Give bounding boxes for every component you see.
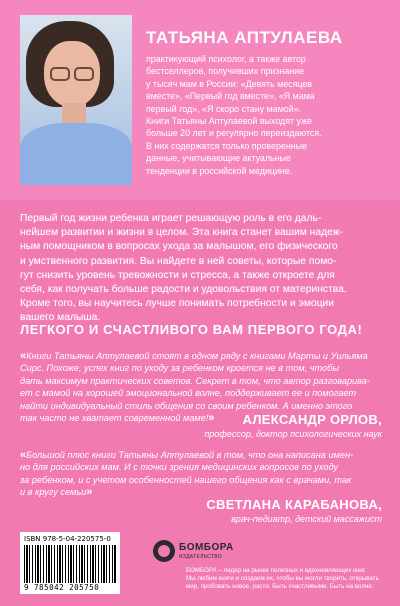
description-line: Кроме того, вы научитесь лучше понимать потребности и эмоции <box>20 298 335 310</box>
author-shirt <box>20 123 132 185</box>
bio-line: вместе», «Первый год вместе», «Я мама <box>146 91 315 102</box>
quote-line: ет с мамой на хорошей эмоциональной волне, поддерживает ее и помогает <box>20 388 357 399</box>
description-line: ным помощником в вопросах ухода за малышом, его физического <box>20 241 338 253</box>
quote-line: дать максимум практических советов. Секрет в том, что автор разговарива- <box>20 375 370 386</box>
publisher-subtitle: ИЗДАТЕЛЬСТВО <box>179 554 222 560</box>
quote-line: за ребенком, и с учетом особенностей нашего общения как с врачами, так <box>20 474 352 485</box>
glasses-left-lens <box>50 67 70 81</box>
review-quote-2 <box>20 449 382 499</box>
tagline: ЛЕГКОГО И СЧАСТЛИВОГО ВАМ ПЕРВОГО ГОДА! <box>20 322 363 337</box>
description-line: вашего малыша. <box>20 312 101 324</box>
author-name: ТАТЬЯНА АПТУЛАЕВА <box>146 28 343 47</box>
open-quote-mark: « <box>20 350 27 362</box>
reviewer-name-1: АЛЕКСАНДР ОРЛОВ, <box>242 412 382 427</box>
bio-line: данные, учитывающие актуальные <box>146 153 291 164</box>
publisher-line: БОМБОРА – лидер на рынке полезных и вдохновляющих книг. <box>186 567 366 574</box>
publisher-description <box>186 567 388 591</box>
isbn-barcode <box>20 532 120 594</box>
book-description <box>20 212 382 326</box>
quote-line: найти индивидуальный стиль общения со своим ребенком. А именно этого <box>20 400 353 411</box>
barcode-bars <box>24 545 116 583</box>
bio-line: тенденции в российской медицине. <box>146 165 293 176</box>
bio-line: Книги Татьяны Аптулаевой выходят уже <box>146 116 312 127</box>
bio-line: у тысяч мам в России: «Девять месяцев <box>146 78 313 89</box>
quote-line: но для российских мам. И с точки зрения медицинских вопросов по уходу <box>20 462 339 473</box>
bio-line: больше 20 лет и регулярно переиздаются. <box>146 128 322 139</box>
description-line: гут снизить уровень тревожности и стресса, а также откроете для <box>20 269 335 281</box>
glasses-right-lens <box>74 67 94 81</box>
publisher-line: Мы любим книги и создаем их, чтобы вы могли творить, открывать <box>186 575 379 582</box>
bio-line: бестселлеров, получивших признание <box>146 66 305 77</box>
quote-line-text: Книги Татьяны Аптулаевой стоят в одном ряду с книгами Марты и Уильяма <box>26 351 368 361</box>
bio-line: В них содержатся только проверенные <box>146 140 307 151</box>
quote-line <box>20 449 382 461</box>
quote-line <box>20 350 382 362</box>
quote-line: Сирс. Похоже, успех книг по уходу за ребенком кроется не в том, чтобы <box>20 363 340 374</box>
publisher-line: мир, пробовать новое, расти. Быть счастливыми. Быть на волне. <box>186 583 374 590</box>
author-photo <box>20 15 132 185</box>
description-line: Первый год жизни ребенка играет решающую роль в его даль- <box>20 213 322 224</box>
publisher-logo <box>153 540 234 560</box>
description-line: нейшем развитии и жизни в целом. Эта книга станет вашим надеж- <box>20 227 344 239</box>
reviewer-role-1: профессор, доктор психологических наук <box>204 429 382 439</box>
quote-line-text: Большой плюс книги Татьяны Аптулаевой в том, что она написана имен- <box>26 450 354 460</box>
reviewer-name-2: СВЕТЛАНА КАРАБАНОВА, <box>206 497 382 512</box>
isbn-label: ISBN 978-5-04-220575-0 <box>24 535 111 543</box>
description-line: и умственного развития. Вы найдете в ней советы, которые помо- <box>20 255 337 267</box>
quote-line-text: и в кругу семьи <box>20 487 87 498</box>
open-quote-mark: « <box>20 449 27 461</box>
bio-line: практикующий психолог, а также автор <box>146 54 306 64</box>
close-quote-mark: » <box>86 486 93 499</box>
bio-line: первый год», «Я скоро стану мамой». <box>146 103 302 114</box>
author-bio <box>146 53 382 177</box>
close-quote-mark: » <box>208 412 215 425</box>
description-line: себя, как получать больше радости и удовольствия от материнства. <box>20 284 347 296</box>
reviewer-role-2: врач-педиатр, детский массажист <box>231 514 382 524</box>
isbn-digits: 9 785042 205750 <box>24 583 100 592</box>
publisher-mark-icon <box>153 540 175 562</box>
quote-line-text: так часто не хватает современной маме! <box>20 413 209 424</box>
publisher-name: БОМБОРА <box>179 542 234 553</box>
